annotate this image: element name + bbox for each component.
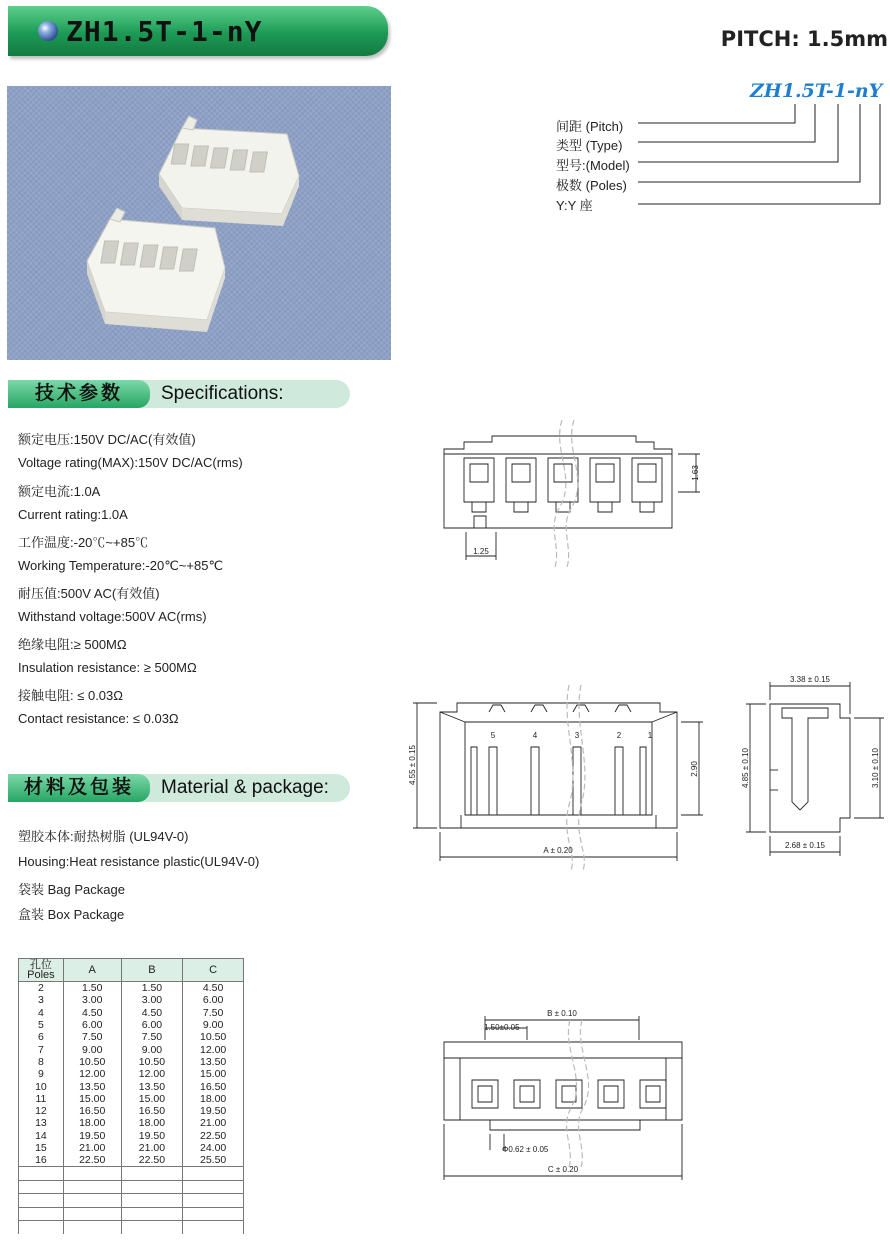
dim-bottom-pitch: 1.50±0.05 xyxy=(484,1023,520,1032)
pin-number-5: 5 xyxy=(490,731,496,740)
spec-line: Working Temperature:-20℃~+85℃ xyxy=(18,558,224,573)
bullet-icon xyxy=(38,21,58,41)
table-cell: 9.00 xyxy=(121,1043,183,1055)
table-row xyxy=(19,1093,244,1105)
dim-side-top: 3.38 ± 0.15 xyxy=(790,675,830,684)
table-cell-empty xyxy=(121,1221,183,1234)
table-cell-empty xyxy=(19,1207,64,1221)
table-cell: 16.50 xyxy=(63,1105,121,1117)
table-cell: 13.50 xyxy=(183,1056,244,1068)
dim-side-bottom: 2.68 ± 0.15 xyxy=(785,841,825,850)
table-cell-empty xyxy=(63,1207,121,1221)
table-cell: 4.50 xyxy=(183,982,244,995)
table-cell: 7.50 xyxy=(63,1031,121,1043)
connector-upper xyxy=(159,116,299,226)
table-row xyxy=(19,1031,244,1043)
table-cell: 24.00 xyxy=(183,1142,244,1154)
table-cell: 13 xyxy=(19,1117,64,1129)
product-photo xyxy=(7,86,391,360)
poles-header xyxy=(19,959,64,982)
table-cell-empty xyxy=(121,1194,183,1208)
col-b-header: B xyxy=(121,959,183,982)
table-cell: 9.00 xyxy=(183,1019,244,1031)
table-cell: 6.00 xyxy=(183,994,244,1006)
spec-line: Voltage rating(MAX):150V DC/AC(rms) xyxy=(18,455,243,470)
table-cell: 18.00 xyxy=(63,1117,121,1129)
table-row xyxy=(19,1080,244,1092)
dim-front-width: A ± 0.20 xyxy=(543,846,573,855)
legend-leader-lines xyxy=(630,100,890,215)
spec-line: 额定电压:150V DC/AC(有效值) xyxy=(18,432,196,447)
pitch-label: PITCH: 1.5mm xyxy=(720,27,888,51)
pin-number-3: 3 xyxy=(574,731,580,740)
spec-line: 接触电阻: ≤ 0.03Ω xyxy=(18,688,123,703)
table-cell: 21.00 xyxy=(121,1142,183,1154)
table-cell: 13.50 xyxy=(121,1080,183,1092)
legend-y: Y:Y 座 xyxy=(556,198,593,213)
table-cell: 6.00 xyxy=(121,1019,183,1031)
table-cell: 25.50 xyxy=(183,1154,244,1167)
poles-header-en: Poles xyxy=(27,969,55,981)
table-cell: 15.00 xyxy=(183,1068,244,1080)
table-cell: 3.00 xyxy=(63,994,121,1006)
table-cell-empty xyxy=(63,1221,121,1234)
table-cell: 22.50 xyxy=(183,1130,244,1142)
table-row-empty xyxy=(19,1207,244,1221)
table-cell: 4 xyxy=(19,1007,64,1019)
table-cell: 12 xyxy=(19,1105,64,1117)
dim-top-pitch: 1.25 xyxy=(473,547,489,556)
table-cell: 14 xyxy=(19,1130,64,1142)
table-cell: 21.00 xyxy=(63,1142,121,1154)
dim-bottom-c: C ± 0.20 xyxy=(547,1165,579,1174)
table-row xyxy=(19,994,244,1006)
table-cell: 16.50 xyxy=(183,1080,244,1092)
table-cell-empty xyxy=(19,1221,64,1234)
table-cell: 3 xyxy=(19,994,64,1006)
spec-line: 绝缘电阻:≥ 500MΩ xyxy=(18,637,127,652)
table-cell: 12.00 xyxy=(121,1068,183,1080)
table-cell: 10.50 xyxy=(121,1056,183,1068)
table-cell-empty xyxy=(183,1194,244,1208)
table-row xyxy=(19,1154,244,1167)
table-cell-empty xyxy=(19,1167,64,1181)
dimension-table xyxy=(18,958,244,1234)
page-title: ZH1.5T-1-nY xyxy=(66,15,263,48)
table-cell-empty xyxy=(121,1180,183,1194)
dim-bottom-hole: Φ0.62 ± 0.05 xyxy=(502,1145,549,1154)
table-cell: 8 xyxy=(19,1056,64,1068)
dim-side-inner: 3.10 ± 0.10 xyxy=(871,748,880,788)
pin-number-2: 2 xyxy=(616,731,622,740)
table-row xyxy=(19,1105,244,1117)
table-row xyxy=(19,1068,244,1080)
dim-front-height: 4.55 ± 0.15 xyxy=(408,745,417,785)
spec-line: Withstand voltage:500V AC(rms) xyxy=(18,609,207,624)
dim-side-height: 4.85 ± 0.10 xyxy=(741,748,750,788)
table-cell: 4.50 xyxy=(121,1007,183,1019)
table-cell-empty xyxy=(19,1180,64,1194)
table-cell: 9 xyxy=(19,1068,64,1080)
spec-line: 耐压值:500V AC(有效值) xyxy=(18,586,160,601)
table-cell-empty xyxy=(121,1207,183,1221)
table-cell: 12.00 xyxy=(183,1043,244,1055)
table-cell: 19.50 xyxy=(63,1130,121,1142)
table-cell: 2 xyxy=(19,982,64,995)
table-cell: 11 xyxy=(19,1093,64,1105)
table-row-empty xyxy=(19,1221,244,1234)
table-cell: 3.00 xyxy=(121,994,183,1006)
table-cell: 10 xyxy=(19,1080,64,1092)
spec-line: Contact resistance: ≤ 0.03Ω xyxy=(18,711,179,726)
table-cell: 7 xyxy=(19,1043,64,1055)
table-cell: 19.50 xyxy=(183,1105,244,1117)
table-row xyxy=(19,1007,244,1019)
table-row xyxy=(19,1142,244,1154)
model-code: ZH1.5T-1-nY xyxy=(750,80,883,102)
table-row xyxy=(19,982,244,995)
table-cell: 19.50 xyxy=(121,1130,183,1142)
specs-section-header xyxy=(8,380,350,408)
table-row-empty xyxy=(19,1167,244,1181)
table-cell: 15.00 xyxy=(63,1093,121,1105)
material-line: Housing:Heat resistance plastic(UL94V-0) xyxy=(18,854,260,869)
table-cell-empty xyxy=(183,1167,244,1181)
table-row-empty xyxy=(19,1180,244,1194)
table-cell: 10.50 xyxy=(183,1031,244,1043)
bottom-view-drawing xyxy=(430,1000,710,1195)
pin-number-1: 1 xyxy=(647,731,653,740)
table-cell-empty xyxy=(63,1194,121,1208)
legend-pitch: 间距 (Pitch) xyxy=(556,119,624,134)
material-line: 袋装 Bag Package xyxy=(18,882,125,897)
table-cell: 18.00 xyxy=(183,1093,244,1105)
col-a-header: A xyxy=(63,959,121,982)
dim-front-inner: 2.90 xyxy=(690,761,699,777)
col-c-header: C xyxy=(183,959,244,982)
specs-header-en: Specifications: xyxy=(161,383,284,404)
table-cell-empty xyxy=(63,1180,121,1194)
table-row-empty xyxy=(19,1194,244,1208)
table-cell-empty xyxy=(183,1221,244,1234)
table-row xyxy=(19,1117,244,1129)
table-cell-empty xyxy=(121,1167,183,1181)
table-cell: 12.00 xyxy=(63,1068,121,1080)
table-cell: 13.50 xyxy=(63,1080,121,1092)
table-cell: 7.50 xyxy=(121,1031,183,1043)
table-cell: 15 xyxy=(19,1142,64,1154)
table-cell: 4.50 xyxy=(63,1007,121,1019)
title-banner xyxy=(8,6,388,56)
table-cell: 7.50 xyxy=(183,1007,244,1019)
spec-line: Current rating:1.0A xyxy=(18,507,128,522)
material-section-header xyxy=(8,774,350,802)
table-cell: 5 xyxy=(19,1019,64,1031)
material-header-en: Material & package: xyxy=(161,777,329,798)
legend-type: 类型 (Type) xyxy=(556,138,623,153)
table-header-row xyxy=(19,959,244,982)
material-header-cn: 材料及包装 xyxy=(8,774,150,802)
connector-lower xyxy=(87,208,225,332)
table-cell-empty xyxy=(19,1194,64,1208)
connector-illustration xyxy=(7,86,391,360)
poles-header-cn: 孔位 xyxy=(29,959,52,971)
table-cell-empty xyxy=(183,1180,244,1194)
table-cell: 10.50 xyxy=(63,1056,121,1068)
table-cell: 22.50 xyxy=(63,1154,121,1167)
spec-line: Insulation resistance: ≥ 500MΩ xyxy=(18,660,197,675)
table-cell: 1.50 xyxy=(121,982,183,995)
table-cell-empty xyxy=(63,1167,121,1181)
spec-line: 额定电流:1.0A xyxy=(18,484,101,499)
top-view-drawing xyxy=(430,420,730,570)
table-cell: 22.50 xyxy=(121,1154,183,1167)
table-cell: 6 xyxy=(19,1031,64,1043)
table-row xyxy=(19,1130,244,1142)
pin-number-4: 4 xyxy=(532,731,538,740)
specs-header-cn: 技术参数 xyxy=(8,380,150,408)
legend-poles: 极数 (Poles) xyxy=(556,178,627,193)
material-line: 塑胶本体:耐热树脂 (UL94V-0) xyxy=(18,829,189,844)
dim-top-height: 1.63 xyxy=(691,465,700,481)
material-line: 盒装 Box Package xyxy=(18,907,125,922)
table-cell: 6.00 xyxy=(63,1019,121,1031)
spec-line: 工作温度:-20℃~+85℃ xyxy=(18,535,149,550)
table-body xyxy=(19,982,244,1234)
table-row xyxy=(19,1019,244,1031)
table-cell: 9.00 xyxy=(63,1043,121,1055)
table-row xyxy=(19,1043,244,1055)
table-cell: 18.00 xyxy=(121,1117,183,1129)
dim-bottom-b: B ± 0.10 xyxy=(547,1009,577,1018)
side-view-drawing xyxy=(738,670,888,860)
front-view-drawing xyxy=(405,685,705,870)
table-cell: 21.00 xyxy=(183,1117,244,1129)
table-row xyxy=(19,1056,244,1068)
table-cell-empty xyxy=(183,1207,244,1221)
table-cell: 16 xyxy=(19,1154,64,1167)
legend-model: 型号:(Model) xyxy=(556,158,630,173)
table-cell: 1.50 xyxy=(63,982,121,995)
table-cell: 15.00 xyxy=(121,1093,183,1105)
table-cell: 16.50 xyxy=(121,1105,183,1117)
